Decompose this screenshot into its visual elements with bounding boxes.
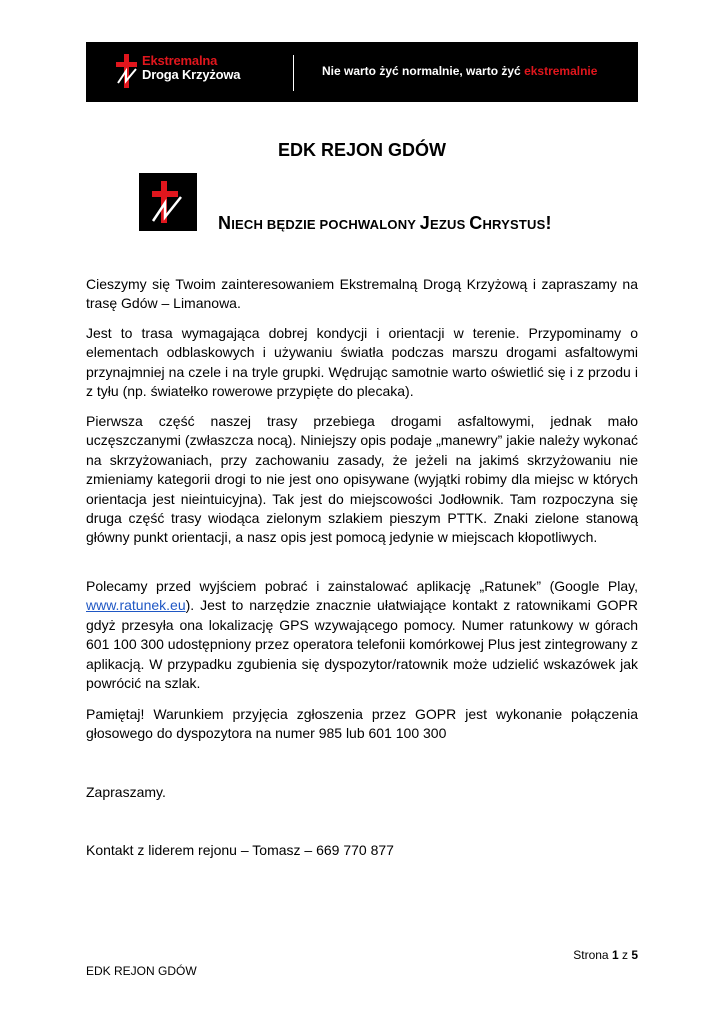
heading-text: HRYSTUS <box>482 217 546 232</box>
brand-line-2: Droga Krzyżowa <box>142 67 241 82</box>
edk-logo-cross-icon <box>139 173 197 231</box>
greeting-heading <box>218 213 552 234</box>
paragraph-text: ). Jest to narzędzie znacznie ułatwiające kontakt z ratownikami GOPR gdyż przesyła ona lokalizację GPS wzywającego pomocy. Numer ratunkowy w górach 601 100 300 udostępniony przez operatora telefonii komórkowej Plus jest zintegrowany z aplikacją. W przypadku zgubienia się dyspozytor/ratownik może udzielić wskazówek jak powrócić na szlak. <box>86 597 638 692</box>
document-title: EDK REJON GDÓW <box>277 140 446 160</box>
heading-cap: N <box>218 213 232 233</box>
footer-document-name: EDK REJON GDÓW <box>86 964 197 978</box>
page-current: 1 <box>611 948 619 962</box>
page-total: 5 <box>631 948 638 962</box>
paragraph-invitation: Zapraszamy. <box>86 784 166 800</box>
heading-text: EZUS <box>429 217 470 232</box>
edk-logo <box>139 173 197 231</box>
ratunek-link[interactable]: www.ratunek.eu <box>86 597 186 614</box>
header-banner <box>86 42 638 102</box>
paragraph-contact: Kontakt z liderem rejonu – Tomasz – 669 770 877 <box>86 842 394 858</box>
slogan-accent: ekstremalnie <box>524 64 598 78</box>
paragraph-requirements: Jest to trasa wymagająca dobrej kondycji i orientacji w terenie. Przypominamy o elementach odblaskowych i używaniu światła podczas marszu drogami asfaltowymi przynajmniej na czele i na tryle grupki. Wędrując samotnie warto oświetlić się i z przodu i z tyłu (np. światełko rowerowe przypięte do plecaka). <box>86 325 638 400</box>
slogan-main: Nie warto żyć normalnie, warto żyć <box>322 64 525 78</box>
page-label: Strona <box>573 948 612 962</box>
heading-cap: J <box>419 213 430 233</box>
paragraph-route-description: Pierwsza część naszej trasy przebiega drogami asfaltowymi, jednak mało uczęszczanymi (zwłaszcza nocą). Niniejszy opis podaje „manewry” jakie należy wykonać na skrzyżowaniach, przy zachowaniu zasady, że jeżeli na jakimś skrzyżowaniu nie zmieniamy kategorii drogi to nie jest ono opisywane (wyjątki robimy dla miejsc w których orientacja jest nieintuicyjna). Tak jest do miejscowości Jodłownik. Tam rozpoczyna się druga część trasy wiodąca zielonym szlakiem pieszym PTTK. Znaki zielone stanową główny punkt orientacji, a nasz opis jest pomocą jedynie w miejscach kłopotliwych. <box>86 413 638 546</box>
brand-line-1: Ekstremalna <box>142 53 218 68</box>
paragraph-ratunek-app <box>86 577 638 693</box>
edk-cross-logo-icon <box>114 53 140 89</box>
heading-text: BĘDZIE POCHWALONY <box>266 217 420 232</box>
heading-exclamation: ! <box>545 213 552 233</box>
paragraph-intro: Cieszymy się Twoim zainteresowaniem Ekstremalną Drogą Krzyżową i zapraszamy na trasę Gdów – Limanowa. <box>86 276 638 312</box>
heading-text: IECH <box>231 217 267 232</box>
brand-name <box>142 54 240 82</box>
slogan <box>322 64 597 78</box>
banner-divider <box>293 55 294 91</box>
heading-cap: C <box>469 213 483 233</box>
page-number <box>573 948 638 962</box>
paragraph-text: Polecamy przed wyjściem pobrać i zainstalować aplikację „Ratunek” (Google Play, <box>86 578 638 594</box>
page-of: z <box>618 948 632 962</box>
paragraph-gopr-notice: Pamiętaj! Warunkiem przyjęcia zgłoszenia przez GOPR jest wykonanie połączenia głosowego do dyspozytora na numer 985 lub 601 100 300 <box>86 706 638 742</box>
